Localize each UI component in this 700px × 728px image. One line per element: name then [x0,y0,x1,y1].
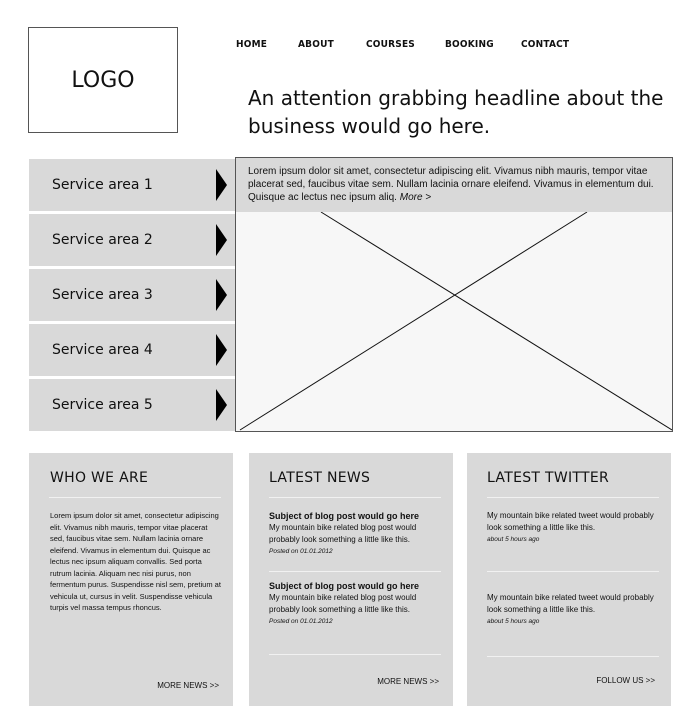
service-item-3[interactable] [29,269,235,321]
nav-home[interactable] [236,39,267,50]
panel-title: WHO WE ARE [50,470,149,486]
divider [49,497,221,498]
divider [487,571,659,572]
service-item-label: Service area 4 [52,342,153,358]
service-item-2[interactable] [29,214,235,266]
service-item-5[interactable] [29,379,235,431]
nav-booking-link[interactable]: BOOKING [445,39,494,50]
post-date: Posted on 01.01.2012 [269,548,333,555]
tweet-time: about 5 hours ago [487,618,540,625]
arrow-right-icon [216,334,227,366]
more-news-link[interactable]: MORE NEWS >> [157,681,219,690]
hero-more-link[interactable]: More > [399,192,432,203]
post-body: My mountain bike related blog post would probably look something a little like this. [269,523,417,544]
follow-us-link[interactable]: FOLLOW US >> [596,676,655,685]
latest-twitter-panel [467,453,671,706]
nav-contact-link[interactable]: CONTACT [521,39,570,50]
news-post[interactable] [269,580,441,627]
divider [269,497,441,498]
nav-courses-link[interactable]: COURSES [366,39,415,50]
nav-courses[interactable] [366,39,415,50]
arrow-right-icon [216,279,227,311]
divider [487,497,659,498]
tweet[interactable] [487,592,659,627]
divider [487,656,659,657]
tweet-body: My mountain bike related tweet would probably look something a little like this. [487,511,654,532]
service-item-label: Service area 1 [52,177,153,193]
tweet-time: about 5 hours ago [487,536,540,543]
arrow-right-icon [216,224,227,256]
service-item-label: Service area 5 [52,397,153,413]
post-title[interactable]: Subject of blog post would go here [269,581,419,591]
nav-about-link[interactable]: ABOUT [298,39,334,50]
hero-caption [236,158,672,212]
nav-about[interactable] [298,39,334,50]
nav-home-link[interactable]: HOME [236,39,268,50]
panel-title: LATEST TWITTER [487,470,610,486]
arrow-right-icon [216,389,227,421]
post-body: My mountain bike related blog post would probably look something a little like this. [269,593,417,614]
hero-banner [235,157,673,432]
tweet-body: My mountain bike related tweet would probably look something a little like this. [487,593,654,614]
nav-booking[interactable] [445,39,494,50]
page-headline: An attention grabbing headline about the business would go here. [248,86,664,138]
divider [269,654,441,655]
who-we-are-panel [29,453,233,706]
divider [269,571,441,572]
post-date: Posted on 01.01.2012 [269,618,333,625]
service-item-1[interactable] [29,159,235,211]
logo-text: LOGO [71,67,135,93]
service-item-label: Service area 2 [52,232,153,248]
panel-title: LATEST NEWS [269,470,371,486]
news-post[interactable] [269,510,441,557]
more-news-link[interactable]: MORE NEWS >> [377,677,439,686]
tweet[interactable] [487,510,659,545]
service-item-label: Service area 3 [52,287,153,303]
nav-contact[interactable] [521,39,569,50]
hero-caption-text: Lorem ipsum dolor sit amet, consectetur adipiscing elit. Vivamus nibh mauris, tempor vitae placerat sed, faucibus vitae sem. Nullam lacinia ornare eleifend. Vivamus in elementum dui. Quisque ac lectus nec ipsum aliq. [248,166,654,203]
service-item-4[interactable] [29,324,235,376]
post-title[interactable]: Subject of blog post would go here [269,511,419,521]
latest-news-panel [249,453,453,706]
arrow-right-icon [216,169,227,201]
who-we-are-body: Lorem ipsum dolor sit amet, consectetur adipiscing elit. Vivamus nibh mauris, tempor vitae placerat sed, faucibus vitae sem. Nullam lacinia ornare eleifend. Vivamus in elementum dui. Quisque ac lectus nec ipsum aliquam convallis. Sed porta rutrum lacinia. Aliquam nec nisi purus, non fermentum purus. Suspendisse nisl sem, pretium at vehicula ut, cursus in velit. Suspendisse vehicula turpis vel massa tempus rhoncus. [50,511,221,612]
logo[interactable] [28,27,178,133]
